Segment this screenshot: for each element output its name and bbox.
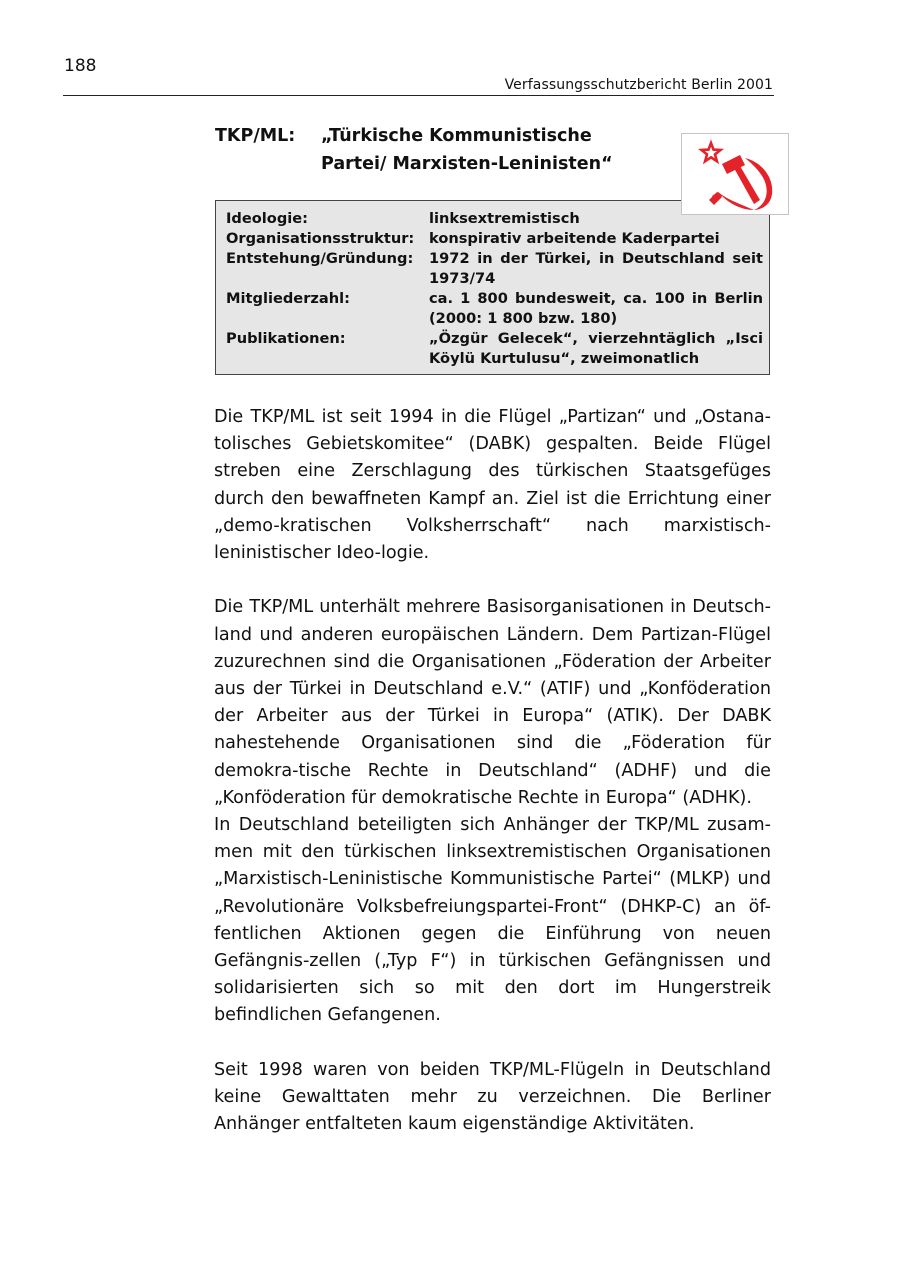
paragraph: Die TKP/ML ist seit 1994 in die Flügel „Partizan“ und „Ostana-tolisches Gebietskomitee“ (DABK) gespalten. Beide Flügel streben eine Zerschlagung des türkischen Staatsgefüges durch den bewaffneten Kampf an. Ziel ist die Errichtung einer „demo-kratischen Volksherrschaft“ nach marxistisch-leninistischer Ideo-logie. — [214, 407, 771, 564]
body-text — [214, 404, 771, 1138]
fact-value: konspirativ arbeitende Kaderpartei — [429, 230, 720, 247]
title-name: „Türkische Kommunistische Partei/ Marxisten-Leninisten“ — [321, 126, 613, 174]
fact-value: „Özgür Gelecek“, vierzehntäglich „Isci Köylü Kurtulusu“, zweimonatlich — [429, 330, 763, 367]
fact-label: Publikationen: — [226, 330, 346, 347]
hammer-and-sickle-star-icon — [682, 134, 788, 214]
fact-value: 1972 in der Türkei, in Deutschland seit 1973/74 — [429, 250, 763, 287]
star-icon — [702, 143, 721, 161]
fact-label: Mitgliederzahl: — [226, 290, 350, 307]
fact-label: Organisationsstruktur: — [226, 230, 415, 247]
title-abbreviation: TKP/ML: — [215, 126, 296, 146]
fact-box — [215, 200, 770, 375]
fact-label: Entstehung/Gründung: — [226, 250, 414, 267]
paragraph: Die TKP/ML unterhält mehrere Basisorganisationen in Deutsch-land und anderen europäischen Ländern. Dem Partizan-Flügel zuzurechnen sind die Organisationen „Föderation der Arbeiter aus der Türkei in Deutschland e.V.“ (ATIF) und „Konföderation der Arbeiter aus der Türkei in Europa“ (ATIK). Der DABK nahestehende Organisationen sind die „Föderation für demokra-tische Rechte in Deutschland“ (ADHF) und die „Konföderation für demokratische Rechte in Europa“ (ADHK). — [214, 597, 771, 808]
running-header: Verfassungsschutzbericht Berlin 2001 — [504, 77, 773, 93]
fact-value: linksextremistisch — [429, 210, 580, 227]
paragraph: Seit 1998 waren von beiden TKP/ML-Flügeln in Deutschland keine Gewalttaten mehr zu verzeichnen. Die Berliner Anhänger entfalteten kaum eigenständige Aktivitäten. — [214, 1059, 771, 1135]
fact-value: ca. 1 800 bundesweit, ca. 100 in Berlin (2000: 1 800 bzw. 180) — [429, 290, 763, 327]
page-number: 188 — [64, 56, 97, 76]
party-emblem — [681, 133, 789, 215]
fact-label: Ideologie: — [226, 210, 309, 227]
paragraph: In Deutschland beteiligten sich Anhänger der TKP/ML zusam-men mit den türkischen linksextremistischen Organisationen „Marxistisch-Leninistische Kommunistische Partei“ (MLKP) und „Revolutionäre Volksbefreiungspartei-Front“ (DHKP-C) an öf-fentlichen Aktionen gegen die Einführung von neuen Gefängnis-zellen („Typ F“) in türkischen Gefängnissen und solidarisierten sich so mit den dort im Hungerstreik befindlichen Gefangenen. — [214, 815, 771, 1026]
header-rule — [63, 95, 774, 96]
